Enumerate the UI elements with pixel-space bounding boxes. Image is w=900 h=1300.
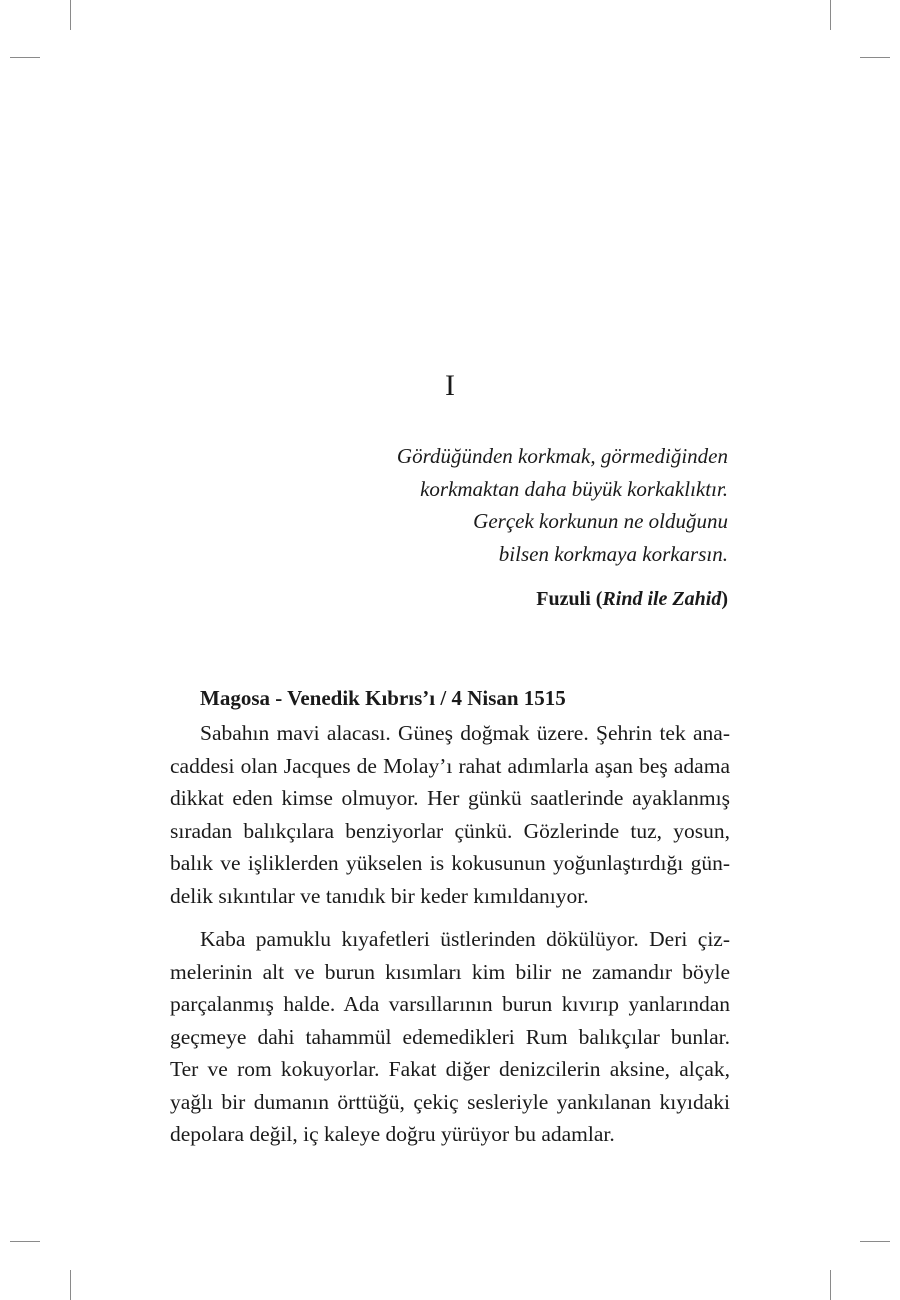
paragraph-line: depolara değil, iç kaleye doğru yürüyor bu adamlar. [170, 1122, 615, 1146]
paragraph-line: balık ve işliklerden yükselen is kokusunun yoğunlaştırdığı gün- [170, 851, 730, 875]
work-paren-open: ( [595, 588, 603, 610]
paragraph-line: dikkat eden kimse olmuyor. Her günkü saatlerinde ayaklanmış [170, 786, 730, 810]
epigraph [288, 440, 728, 570]
paragraph-line: geçmeye dahi tahammül edemedikleri Rum balıkçılar bunlar. [170, 1024, 730, 1049]
epigraph-line: korkmaktan daha büyük korkaklıktır. [420, 476, 728, 501]
paragraph-line: sıradan balıkçılara benziyorlar çünkü. Gözlerinde tuz, yosun, [170, 818, 730, 843]
paragraph-line: delik sıkıntılar ve tanıdık bir keder kımıldanıyor. [170, 883, 589, 908]
crop-mark-bottom-right [830, 1270, 831, 1300]
crop-mark-bottom-left [70, 1270, 71, 1300]
paragraph-2 [170, 923, 730, 1151]
paragraph-line: parçalanmış halde. Ada varsıllarının burun kıvırıp yanlarından [170, 992, 730, 1016]
epigraph-author: Fuzuli [536, 588, 591, 610]
epigraph-work: Rind ile Zahid [602, 588, 722, 610]
crop-mark-top-left [70, 0, 71, 30]
work-paren-close: ) [721, 588, 728, 610]
crop-mark-left-bottom [10, 1241, 40, 1242]
paragraph-line: Kaba pamuklu kıyafetleri üstlerinden dökülüyor. Deri çiz- [200, 927, 730, 951]
paragraph-line: caddesi olan Jacques de Molay’ı rahat adımlarla aşan beş adama [170, 753, 730, 778]
paragraph-line: yağlı bir dumanın örttüğü, çekiç sesleriyle yankılanan kıyıdaki [170, 1089, 730, 1114]
crop-mark-top-right [830, 0, 831, 30]
epigraph-line: Gördüğünden korkmak, görmediğinden [396, 444, 728, 468]
epigraph-line: bilsen korkmaya korkarsın. [498, 541, 728, 566]
crop-mark-right-top [860, 57, 890, 58]
paragraph-line: Ter ve rom kokuyorlar. Fakat diğer denizcilerin aksine, alçak, [170, 1057, 730, 1081]
crop-mark-left-top [10, 57, 40, 58]
crop-mark-right-bottom [860, 1241, 890, 1242]
chapter-number: I [445, 369, 455, 402]
paragraph-1 [170, 717, 730, 912]
paragraph-line: Sabahın mavi alacası. Güneş doğmak üzere. Şehrin tek ana- [200, 721, 730, 745]
paragraph-line: melerinin alt ve burun kısımları kim bilir ne zamandır böyle [170, 959, 730, 984]
section-heading: Magosa - Venedik Kıbrıs’ı / 4 Nisan 1515 [200, 686, 566, 710]
epigraph-attribution [288, 584, 728, 614]
epigraph-line: Gerçek korkunun ne olduğunu [473, 509, 728, 533]
